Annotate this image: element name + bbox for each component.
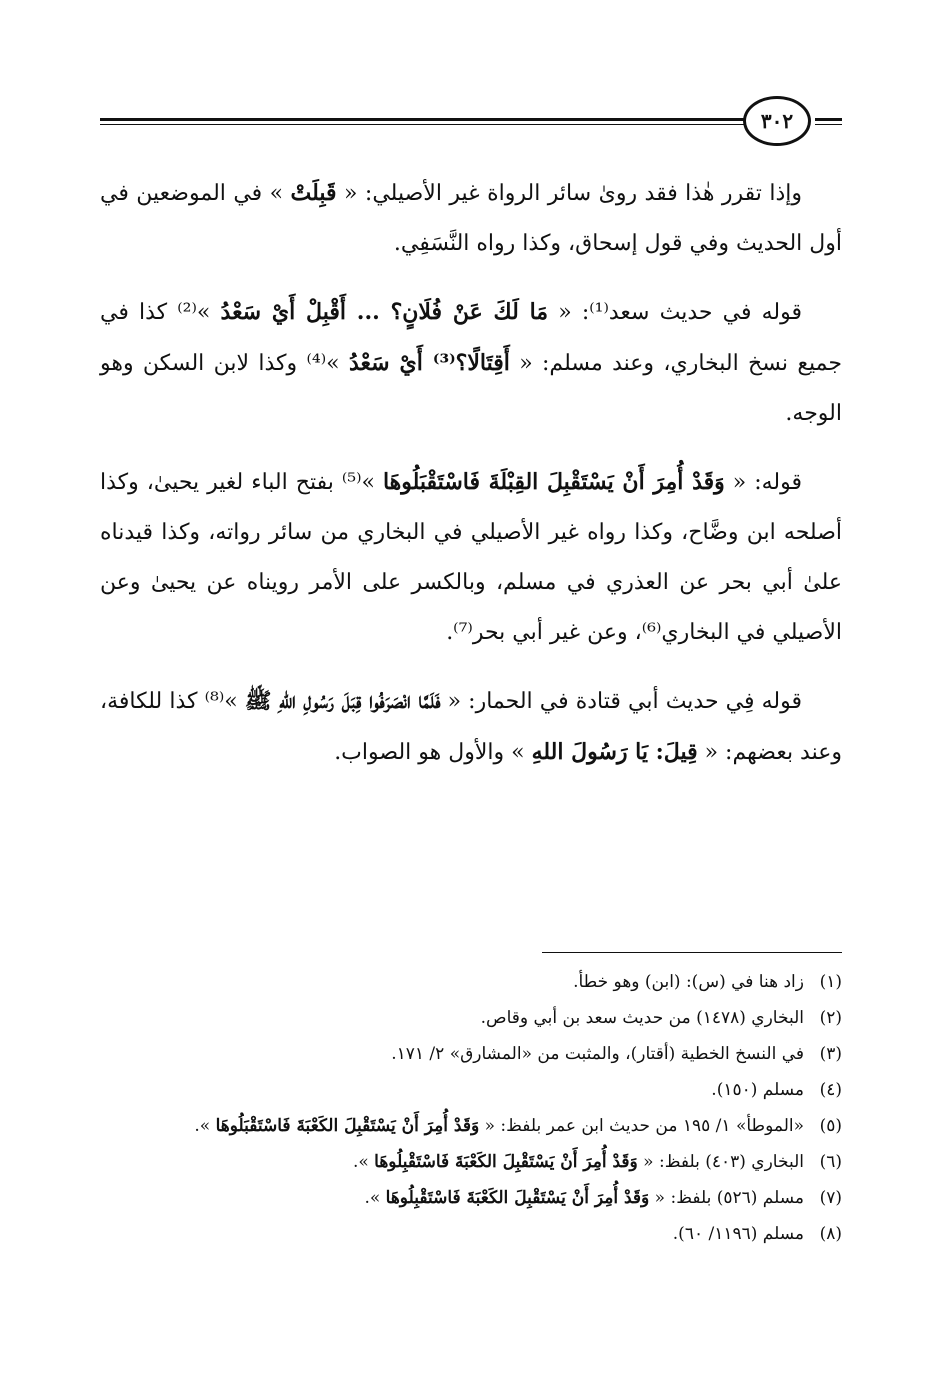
header-rule-thick: [100, 118, 745, 121]
footnote: [100, 1180, 842, 1216]
footnote-text: البخاري (١٤٧٨) من حديث سعد بن أبي وقاص.: [480, 1008, 804, 1028]
footnote-number: (٧): [819, 1188, 842, 1208]
paragraph-2: [100, 287, 842, 439]
footnote: [100, 964, 842, 1000]
header-rule-thin-right: [815, 124, 842, 125]
quoted-text: قِيلَ: يَا رَسُولَ اللهِ: [531, 739, 698, 765]
paragraph-text: » في الموضعين في أول الحديث وفي قول إسحاق، وكذا رواه النَّسَفِي.: [100, 181, 842, 256]
footnote-text: في النسخ الخطية (أقتار)، والمثبت من «المشارق» ٢/ ١٧١.: [391, 1044, 804, 1064]
paragraph-text: » والأول هو الصواب.: [334, 740, 532, 765]
footnote-text: مسلم (٥٢٦) بلفظ: « وَقَدْ أُمِرَ أَنْ يَسْتَقْبِلَ الكَعْبَةَ فَاسْتَقْبِلُوهَا ».: [364, 1188, 804, 1208]
footnote-separator: [542, 952, 842, 953]
footnote-text: البخاري (٤٠٣) بلفظ: « وَقَدْ أُمِرَ أَنْ يَسْتَقْبِلَ الكَعْبَةَ فَاسْتَقْبِلُوهَا ».: [352, 1152, 804, 1172]
footnote-number: (٥): [819, 1116, 842, 1136]
header-rule-thin: [100, 124, 745, 125]
paragraph-text: قوله في حديث سعد⁽¹⁾: «: [548, 300, 802, 325]
footnotes: [100, 964, 842, 1252]
quoted-text: مَا لَكَ عَنْ فُلَانٍ؟ ... أَقْبِلْ أَيْ سَعْدُ: [220, 299, 549, 325]
paragraph-3: [100, 457, 842, 658]
footnote-number: (٦): [819, 1152, 842, 1172]
footnote-text: «الموطأ» ١/ ١٩٥ من حديث ابن عمر بلفظ: « وَقَدْ أُمِرَ أَنْ يَسْتَقْبِلَ الكَعْبَةَ فَاسْتَقْبَلُوهَا ».: [194, 1116, 804, 1136]
footnote: [100, 1072, 842, 1108]
page-header: [100, 96, 842, 156]
paragraph-text: »⁽²⁾ كذا في جميع نسخ البخاري، وعند مسلم: «: [100, 300, 843, 376]
footnote-text: زاد هنا في (س): (ابن) وهو خطأ.: [573, 972, 804, 992]
footnote: [100, 1144, 842, 1180]
page-number-badge: [743, 96, 811, 146]
paragraph-text: قوله: «: [724, 470, 803, 495]
footnote: [100, 1216, 842, 1252]
paragraph-text: قوله فِي حديث أبي قتادة في الحمار: «: [440, 689, 803, 714]
footnote-text: مسلم (١٥٠).: [711, 1080, 804, 1100]
page-number: ٣٠٢: [760, 109, 794, 133]
footnote-text: مسلم (١١٩٦/ ٦٠).: [672, 1224, 804, 1244]
paragraph-4: [100, 676, 842, 778]
footnote-number: (٨): [819, 1224, 842, 1244]
paragraph-1: [100, 168, 842, 269]
quoted-text: قَبِلَتْ: [290, 180, 337, 206]
quoted-text: وَقَدْ أُمِرَ أَنْ يَسْتَقْبِلَ القِبْلَةَ فَاسْتَقْبَلُوهَا: [382, 469, 725, 495]
footnote-number: (٢): [819, 1008, 842, 1028]
footnote: [100, 1000, 842, 1036]
main-text: [100, 168, 842, 796]
paragraph-text: وإذا تقرر هٰذا فقد روىٰ سائر الرواة غير الأصيلي: «: [336, 181, 802, 206]
paragraph-text: »⁽⁵⁾ بفتح الباء لغير يحيىٰ، وكذا أصلحه ابن وضَّاح، وكذا رواه غير الأصيلي في البخاري من سائر رواته، وكذا قيدناه علىٰ أبي بحر عن العذري في مسلم، وبالكسر على الأمر رويناه عن يحيىٰ وعن الأصيلي في البخاري⁽⁶⁾، وعن غير أبي بحر⁽⁷⁾.: [100, 470, 842, 645]
footnote: [100, 1036, 842, 1072]
footnote-number: (١): [819, 972, 842, 992]
quoted-text: أَقِتَالًا؟⁽³⁾ أَيْ سَعْدُ: [348, 350, 510, 376]
footnote-number: (٣): [819, 1044, 842, 1064]
paragraph-text: »⁽⁴⁾ وكذا لابن السكن وهو الوجه.: [100, 351, 842, 426]
footnote: [100, 1108, 842, 1144]
header-rule-thick-right: [815, 118, 842, 121]
footnote-number: (٤): [819, 1080, 842, 1100]
paragraph-text: »⁽⁸⁾ كذا للكافة، وعند بعضهم: «: [100, 689, 842, 765]
quoted-text: فَلَمَّا انْصَرَفُوا قِبَلَ رَسُولِ اللهِ ﷺ: [244, 688, 441, 714]
